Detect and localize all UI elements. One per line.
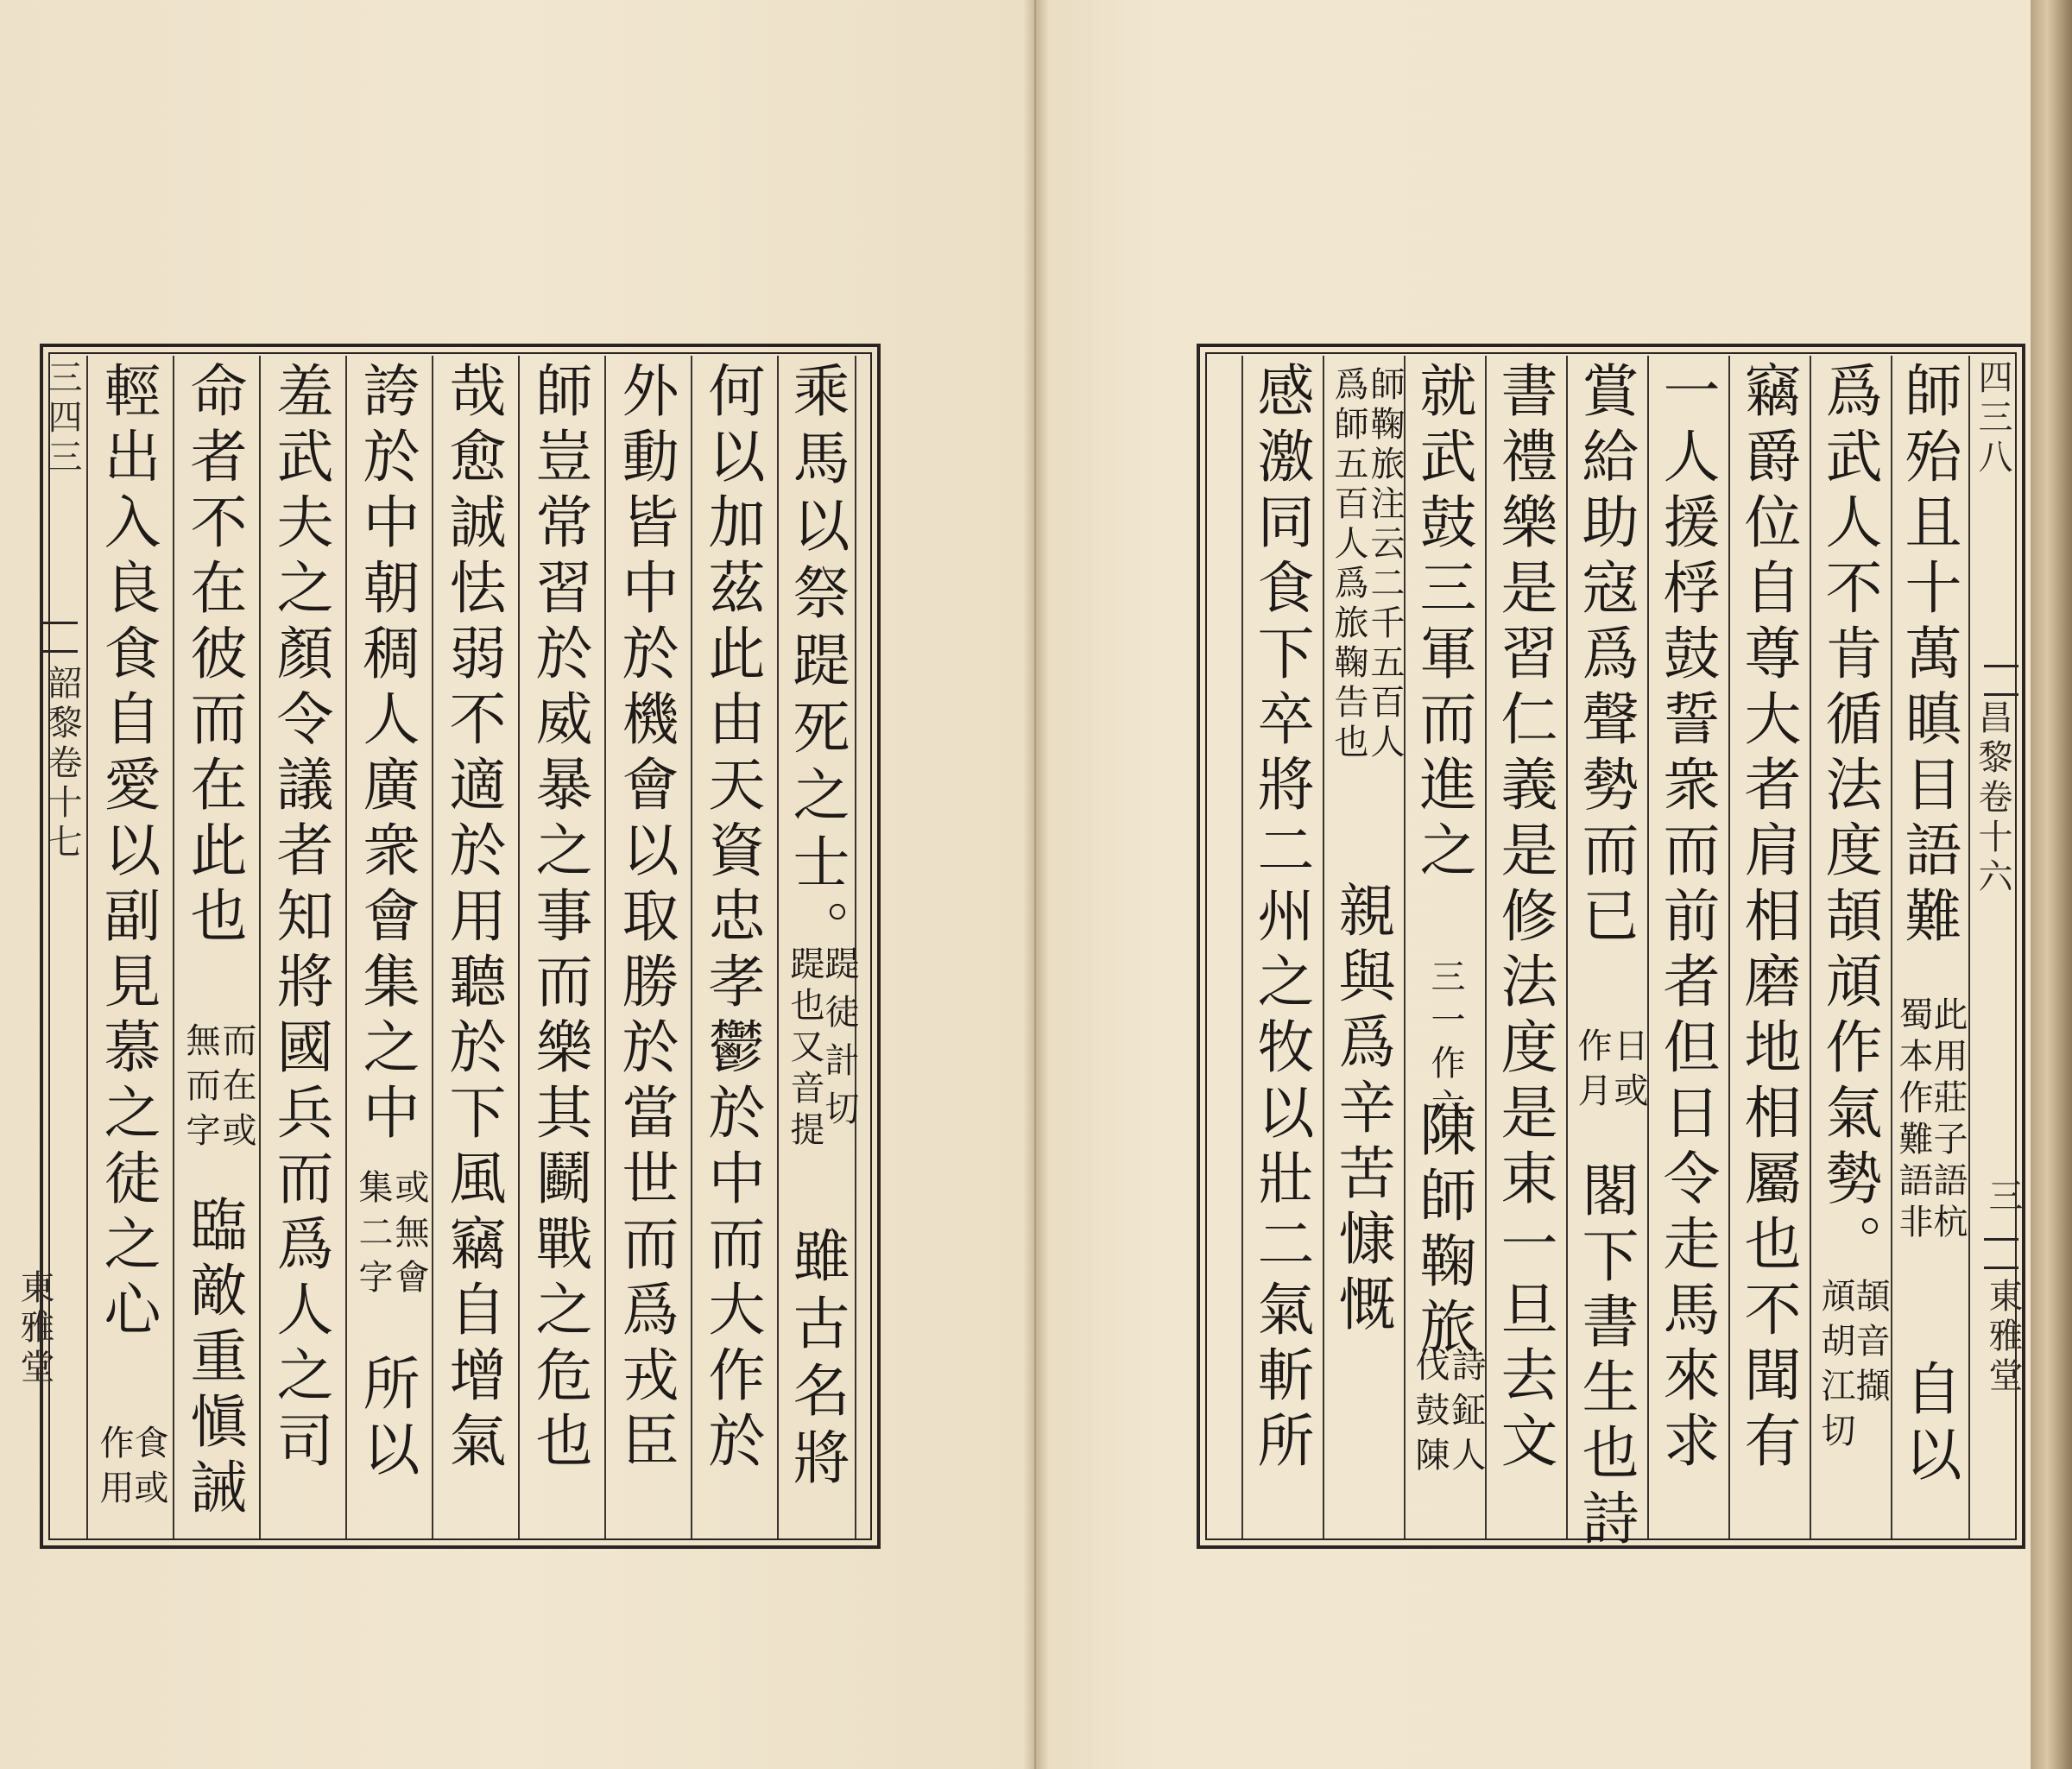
- right-margin-page: 三: [1983, 1178, 2023, 1217]
- left-col-1-note-left: 踶也又音提: [785, 945, 824, 1153]
- left-col-2-main: 何以加茲此由天資忠孝鬱於中而大作於: [698, 361, 765, 1476]
- left-col-6-note-left: 集二字: [353, 1169, 393, 1304]
- left-margin-hall: 東雅堂: [15, 1269, 54, 1388]
- book-right-edge: [2031, 0, 2072, 1769]
- right-col-1-main-cont: 自以: [1895, 1359, 1961, 1490]
- right-col-4-main: 一人援桴鼓誓衆而前者但日令走馬來求: [1653, 361, 1720, 1476]
- left-col-8-main: 命者不在彼而在此也: [180, 361, 247, 951]
- column-rule: [432, 356, 433, 1538]
- column-rule: [1810, 356, 1811, 1538]
- right-col-5-note-left: 作月: [1572, 1027, 1612, 1117]
- right-col-7-note-left-2: 伐鼓陳: [1410, 1347, 1450, 1482]
- left-col-9-main: 輕出入良食自愛以副見慕之徒之心: [94, 361, 161, 1345]
- right-col-2-note-left: 頏胡江切: [1816, 1278, 1855, 1457]
- left-col-8-note-right: 而在或: [217, 1022, 256, 1157]
- right-col-8-main-cont: 親與爲辛苦慷慨: [1329, 881, 1395, 1340]
- left-col-5-main: 哉愈誠怯弱不適於用聽於下風竊自增氣: [439, 361, 506, 1476]
- column-rule: [518, 356, 520, 1538]
- right-col-1-note-right: 此用莊子語杭: [1928, 996, 1968, 1245]
- right-col-8-note-left: 爲師五百人爲旅鞠告也: [1329, 366, 1368, 763]
- left-col-9-note-left: 作用: [94, 1425, 134, 1514]
- column-rule: [86, 356, 88, 1538]
- left-col-6-main: 誇於中朝稠人廣衆會集之中: [353, 361, 420, 1148]
- right-col-8-note-right: 師鞠旅注云二千五百人: [1365, 366, 1405, 763]
- left-col-6-main-cont: 所以: [353, 1354, 420, 1485]
- right-col-1-note-left: 蜀本作難語非: [1893, 996, 1933, 1245]
- left-margin-number: 三四三: [42, 359, 82, 478]
- left-col-8-main-cont: 臨敵重愼誡: [180, 1195, 247, 1523]
- right-col-5-note-right: 日或: [1608, 1027, 1648, 1117]
- column-rule: [1566, 356, 1568, 1538]
- column-rule: [1241, 356, 1243, 1538]
- column-rule: [691, 356, 692, 1538]
- right-margin-title: 昌黎卷十六: [1973, 699, 2012, 898]
- left-margin-title: 韶黎卷十七: [42, 665, 82, 863]
- left-col-1-main-cont: 雖古名將: [783, 1226, 850, 1495]
- column-rule: [1891, 356, 1892, 1538]
- right-fishtail-mark: [1984, 665, 2018, 696]
- left-fishtail-mark: [43, 622, 78, 653]
- left-col-3-main: 外動皆中於機會以取勝於當世而爲戎臣: [612, 361, 679, 1476]
- column-rule: [777, 356, 779, 1538]
- left-col-9-note-right: 食或: [129, 1425, 168, 1514]
- column-rule: [604, 356, 606, 1538]
- right-col-1-main: 師殆且十萬瞋目語難: [1895, 361, 1961, 951]
- right-col-6-main: 書禮樂是習仁義是修法度是束一旦去文: [1491, 361, 1557, 1476]
- right-col-7-note: 三一作六: [1425, 958, 1465, 1131]
- column-rule: [1728, 356, 1730, 1538]
- column-rule: [1968, 356, 1970, 1538]
- right-col-7-main-cont: 陳師鞠旅: [1410, 1100, 1476, 1362]
- right-col-7-main: 就武鼓三軍而進之: [1410, 361, 1476, 886]
- right-col-5-main-cont: 閣下書生也詩: [1572, 1160, 1639, 1554]
- right-col-3-main: 竊爵位自尊大者肩相磨地相屬也不聞有: [1734, 361, 1801, 1476]
- column-rule: [259, 356, 261, 1538]
- left-col-8-note-left: 無而字: [180, 1022, 220, 1157]
- book-gutter: [1023, 0, 1049, 1769]
- right-col-9-main: 感激同食下卒將二州之牧以壯二氣斬所: [1248, 361, 1314, 1476]
- column-rule: [345, 356, 347, 1538]
- left-col-4-main: 師豈常習於威暴之事而樂其鬬戰之危也: [526, 361, 592, 1476]
- right-col-5-main: 賞給助寇爲聲勢而已: [1572, 361, 1639, 951]
- right-margin-hall: 東雅堂: [1983, 1278, 2023, 1397]
- column-rule: [173, 356, 174, 1538]
- right-col-2-main: 爲武人不肯循法度頡頏作氣勢。: [1816, 361, 1882, 1279]
- right-margin-number: 四三八: [1973, 359, 2012, 478]
- left-col-6-note-right: 或無會: [389, 1169, 429, 1304]
- column-rule: [1647, 356, 1649, 1538]
- right-col-7-note-right-2: 詩鉦人: [1446, 1347, 1486, 1482]
- right-col-2-note-right: 頡音擷: [1850, 1278, 1890, 1412]
- left-col-7-main: 羞武夫之顏令議者知將國兵而爲人之司: [267, 361, 333, 1476]
- right-fishtail-mark-lower: [1984, 1238, 2018, 1269]
- left-col-1-main: 乘馬以祭踶死之士。: [783, 361, 850, 967]
- left-col-1-note-right: 踶徒計切: [819, 945, 859, 1139]
- column-rule: [1323, 356, 1324, 1538]
